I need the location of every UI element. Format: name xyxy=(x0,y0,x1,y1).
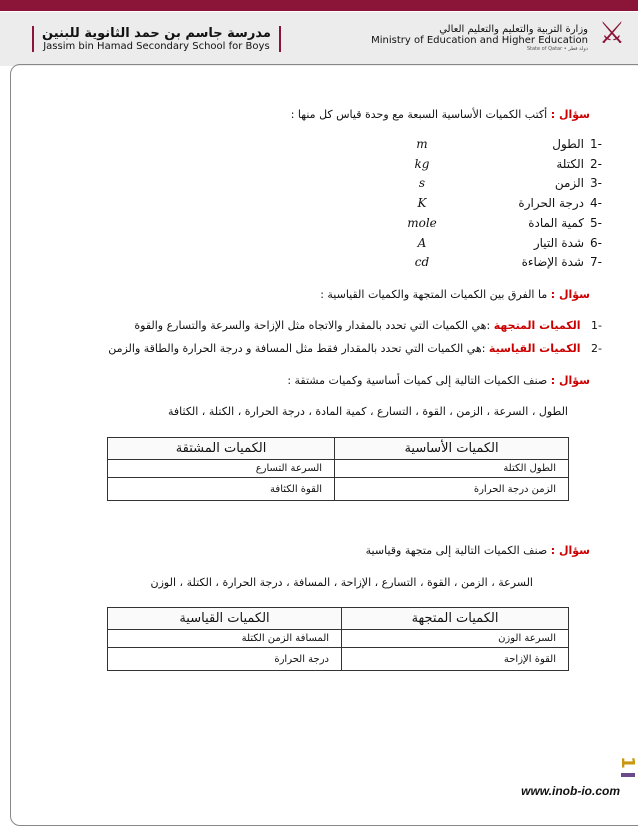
quantity-item xyxy=(392,176,602,190)
question-2: سؤال : ما الفرق بين الكميات المتجهة والكميات القياسية : xyxy=(320,288,590,301)
quantity-unit: A xyxy=(417,235,427,250)
q4-list: السرعة ، الزمن ، القوة ، التسارع ، الإزاحة ، المسافة ، درجة الحرارة ، الكتلة ، الوزن xyxy=(150,576,533,589)
school-name-ar: مدرسة جاسم بن حمد الثانوية للبنين xyxy=(42,26,271,41)
quantity-unit: s xyxy=(418,176,426,191)
quantity-unit: K xyxy=(417,196,427,211)
ministry-name xyxy=(371,24,588,52)
ministry-ar: وزارة التربية والتعليم والتعليم العالي xyxy=(439,24,588,35)
quantity-name: كمية المادة xyxy=(528,215,584,230)
table-row: القوة الإزاحة درجة الحرارة xyxy=(108,648,569,671)
top-bar xyxy=(0,0,638,11)
table-row: الزمن درجة الحرارة القوة الكثافة xyxy=(108,478,569,501)
q3-table: الكميات الأساسية الكميات المشتقة الطول الكتلة السرعة التسارع الزمن درجة الحرارة القوة الكثافة xyxy=(107,437,569,501)
quantity-name: شدة الإضاءة xyxy=(521,255,584,270)
answer-scalar: -2 الكميات القياسية :هي الكميات التي تحدد بالمقدار فقط مثل المسافة و درجة الحرارة والطاقة والزمن xyxy=(108,342,602,355)
quantity-unit: m xyxy=(416,137,428,151)
quantity-item xyxy=(392,137,602,151)
website-link[interactable]: www.inob-io.com xyxy=(521,784,620,798)
q4-table: الكميات المتجهة الكميات القياسية السرعة الوزن المسافة الزمن الكتلة القوة الإزاحة درجة الحرارة xyxy=(107,607,569,671)
question-3: سؤال : صنف الكميات التالية إلى كميات أساسية وكميات مشتقة : xyxy=(287,374,590,387)
quantity-unit: cd xyxy=(414,255,430,270)
question-1: سؤال : أكتب الكميات الأساسية السبعة مع وحدة قياس كل منها : xyxy=(290,108,590,121)
quantity-unit: kg xyxy=(414,156,430,171)
quantity-item xyxy=(392,157,602,171)
state-label: State of Qatar • دولة قطر xyxy=(526,46,588,52)
table-row: السرعة الوزن المسافة الزمن الكتلة xyxy=(108,630,569,648)
item-number: -4 xyxy=(590,196,602,211)
school-name-en: Jassim bin Hamad Secondary School for Boys xyxy=(43,41,270,52)
quantity-name: الكتلة xyxy=(556,156,584,171)
item-number: -3 xyxy=(590,176,602,191)
page-number: 1 xyxy=(617,756,638,769)
quantity-name: الطول xyxy=(552,137,584,151)
question-4: سؤال : صنف الكميات التالية إلى متجهة وقياسية xyxy=(365,544,590,557)
item-number: -6 xyxy=(590,235,602,250)
item-number: -7 xyxy=(590,255,602,270)
item-number: -2 xyxy=(590,156,602,171)
page-number-bar xyxy=(621,773,635,777)
quantity-name: شدة التيار xyxy=(533,235,584,250)
quantity-item xyxy=(392,255,602,269)
quantity-name: الزمن xyxy=(554,176,584,191)
item-number: -5 xyxy=(590,215,602,230)
qatar-emblem-icon: ⚔ xyxy=(598,16,626,51)
item-number: -1 xyxy=(590,137,602,151)
quantity-item xyxy=(392,236,602,250)
quantity-item xyxy=(392,216,602,230)
quantity-unit: mole xyxy=(407,215,437,230)
q3-list: الطول ، السرعة ، الزمن ، القوة ، التسارع ، كمية المادة ، درجة الحرارة ، الكتلة ، الكثافة xyxy=(168,405,568,418)
quantity-name: درجة الحرارة xyxy=(518,196,584,211)
ministry-en: Ministry of Education and Higher Education xyxy=(371,35,588,46)
quantity-item xyxy=(392,196,602,210)
table-row: الطول الكتلة السرعة التسارع xyxy=(108,460,569,478)
answer-vector: -1 الكميات المتجهة :هي الكميات التي تحدد بالمقدار والاتجاه مثل الإزاحة والسرعة والتسارع والقوة xyxy=(134,319,602,332)
school-name xyxy=(32,26,281,52)
